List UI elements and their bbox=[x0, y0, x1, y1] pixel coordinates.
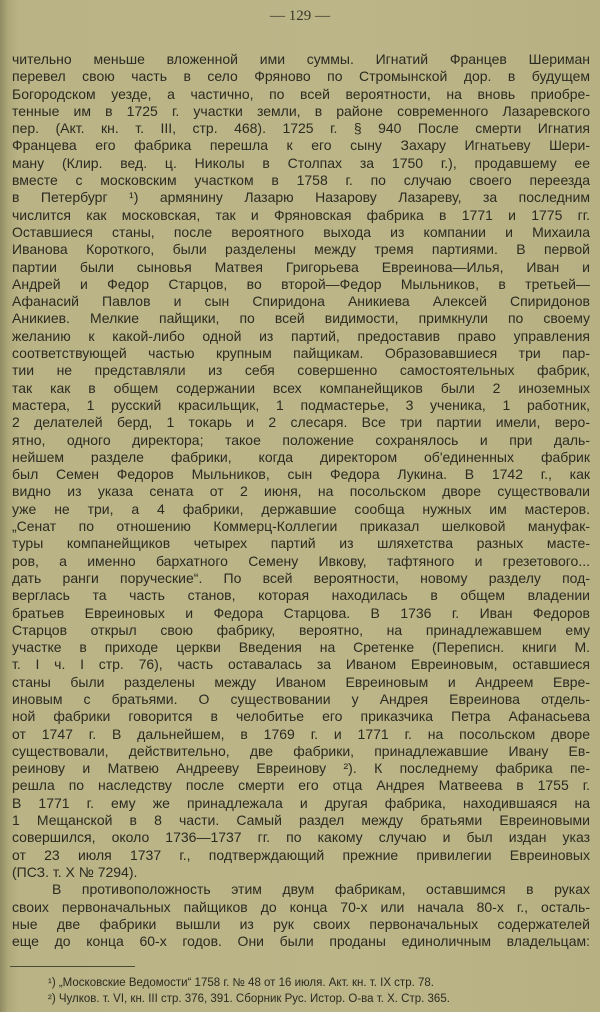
text-line: Старцов открыл свою фабрику, вероятно, на принадлежавшем ему bbox=[12, 621, 590, 638]
text-line: тии не представляли из себя совершенно самостоятельных фабрик, bbox=[12, 362, 590, 379]
text-line: мастера, 1 русский красильщик, 1 подмастерье, 3 ученика, 1 работник, bbox=[12, 396, 590, 413]
text-line: 2 делателей берд, 1 токарь и 2 слесаря. Все три партии имели, веро- bbox=[12, 414, 590, 431]
text-line: В 1771 г. ему же принадлежала и другая фабрика, находившаяся на bbox=[12, 794, 590, 811]
text-line: совершился, около 1736—1737 гг. по какому случаю и был издан указ bbox=[12, 829, 590, 846]
text-line: „Сенат по отношению Коммерц-Коллегии приказал шелковой мануфак- bbox=[12, 518, 590, 535]
text-line: Аникиев. Мелкие пайщики, по всей видимости, примкнули по своему bbox=[12, 310, 590, 327]
text-line: соответствующей частью крупным пайщикам. Образовавшиеся три пар- bbox=[12, 345, 590, 362]
main-text bbox=[12, 51, 590, 950]
text-line: Андрей и Федор Старцов, во второй—Федор Мыльников, в третьей— bbox=[12, 275, 590, 292]
footnote-2: ²) Чулков. т. VI, кн. III стр. 376, 391. Сборник Рус. Истор. О-ва т. X. Стр. 365. bbox=[48, 993, 450, 1005]
text-line: еще до конца 60-х годов. Они были проданы единоличным владельцам: bbox=[12, 933, 590, 950]
text-line: решла по наследству после смерти его отца Андрея Матвеева в 1755 г. bbox=[12, 777, 590, 794]
footnotes bbox=[48, 975, 593, 1007]
text-line: так как в общем содержании всех компанейщиков были 2 иноземных bbox=[12, 379, 590, 396]
text-line: вместе с московским участком в 1758 г. по случаю своего переезда bbox=[12, 172, 590, 189]
text-line: перевел свою часть в село Фряново по Стромынской дор. в будущем bbox=[12, 68, 590, 85]
text-line: от 23 июля 1737 г., подтверждающий прежние привилегии Евреиновых bbox=[12, 846, 590, 863]
text-line: реинову и Матвею Андрееву Евреинову ²). К последнему фабрика пе- bbox=[12, 760, 590, 777]
text-line: Францева его фабрика перешла к его сыну Захару Игнатьеву Шери- bbox=[12, 137, 590, 154]
text-line: братьев Евреиновых и Федора Старцова. В 1736 г. Иван Федоров bbox=[12, 604, 590, 621]
text-line: партии были сыновья Матвея Григорьева Евреинова—Илья, Иван и bbox=[12, 258, 590, 275]
footnote-divider bbox=[10, 966, 135, 967]
text-line: нейшем разделе фабрики, когда директором об'единенных фабрик bbox=[12, 448, 590, 465]
text-line: был Семен Федоров Мыльников, сын Федора Лукина. В 1742 г., как bbox=[12, 466, 590, 483]
text-line: Богородском уезде, а частично, по всей вероятности, на вновь приобре- bbox=[12, 85, 590, 102]
text-line: ману (Клир. вед. ц. Николы в Столпах за 1750 г.), продавшему ее bbox=[12, 154, 590, 171]
text-line: туры компанейщиков четырех партий из шляхетства разных масте- bbox=[12, 535, 590, 552]
text-line: (ПСЗ. т. X № 7294). bbox=[12, 863, 138, 880]
text-line: пер. (Акт. кн. т. III, стр. 468). 1725 г. § 940 После смерти Игнатия bbox=[12, 120, 590, 137]
text-line: своих первоначальных пайщиков до конца 70-х или начала 80-х г., осталь- bbox=[12, 898, 590, 915]
text-line: т. I ч. I стр. 76), часть оставалась за Иваном Евреиновым, оставшиеся bbox=[12, 656, 590, 673]
text-line: тенные им в 1725 г. участки земли, в районе современного Лазаревского bbox=[12, 102, 590, 119]
text-line: существовали, действительно, две фабрики, принадлежавшие Ивану Ев- bbox=[12, 742, 590, 759]
text-line: Иванова Короткого, были разделены между тремя партиями. В первой bbox=[12, 241, 590, 258]
text-line: станы были разделены между Иваном Евреиновым и Андреем Евре- bbox=[12, 673, 590, 690]
text-line: Оставшиеся станы, после вероятного выхода из компании и Михаила bbox=[12, 223, 590, 240]
text-line: от 1747 г. В дальнейшем, в 1769 г. и 1771 г. на посольском дворе bbox=[12, 725, 590, 742]
text-line: 1 Мещанской в 8 части. Самый раздел между братьями Евреиновыми bbox=[12, 812, 590, 829]
text-line: ров, а именно бархатного Семену Ивкову, тафтяного и грезетового... bbox=[12, 552, 590, 569]
text-line: ной фабрики говорится в челобитье его приказчика Петра Афанасьева bbox=[12, 708, 590, 725]
text-line: дать ранги поручеcкие“. По всей вероятности, новому разделу под- bbox=[12, 569, 590, 586]
text-line: уже не три, а 4 фабрики, державшие сообща нужных им мастеров. bbox=[12, 500, 590, 517]
text-line: В противоположность этим двум фабрикам, оставшимся в руках bbox=[52, 881, 590, 898]
text-line: ятно, одного директора; такое положение сохранялось и при даль- bbox=[12, 431, 590, 448]
text-line: в Петербург ¹) армянину Лазарю Назарову Лазареву, за последним bbox=[12, 189, 590, 206]
text-line: чительно меньше вложенной ими суммы. Игнатий Францев Шериман bbox=[12, 51, 590, 67]
text-line: иновым с братьями. О существовании у Андрея Евреинова отдель- bbox=[12, 690, 590, 707]
page-number: — 129 — bbox=[270, 8, 330, 24]
text-line: желанию к какой-либо одной из партий, предоставив право управления bbox=[12, 327, 590, 344]
text-line: верглась та часть станов, которая находилась в общем владении bbox=[12, 587, 590, 604]
text-line: участке в приходе церкви Введения на Сретенке (Переписн. книги М. bbox=[12, 639, 590, 656]
text-line: Афанасий Павлов и сын Спиридона Аникиева Алексей Спиридонов bbox=[12, 293, 590, 310]
text-line: видно из указа сената от 2 июня, на посольском дворе существовали bbox=[12, 483, 590, 500]
text-line: ные две фабрики вышли из рук своих первоначальных содержателей bbox=[12, 915, 590, 932]
text-line: числится как московская, так и Фряновская фабрика в 1771 и 1775 гг. bbox=[12, 206, 590, 223]
footnote-1: ¹) „Московские Ведомости“ 1758 г. № 48 от 16 июля. Акт. кн. т. IX стр. 78. bbox=[48, 977, 434, 989]
